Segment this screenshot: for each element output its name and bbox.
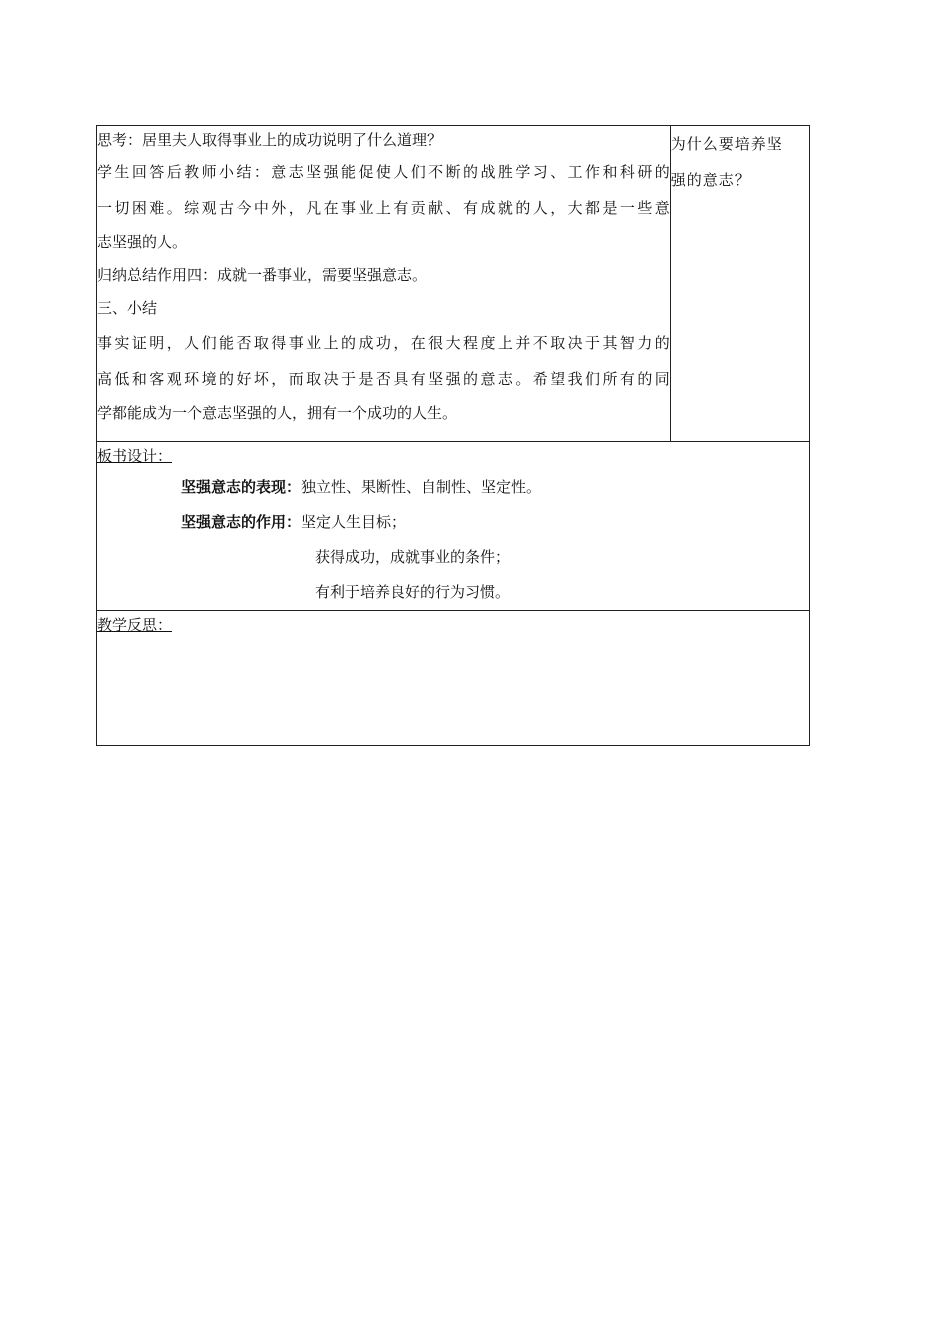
board-text-function-3: 有利于培养良好的行为习惯。 [315, 583, 511, 601]
board-text-function-1: 坚定人生目标； [301, 513, 407, 531]
summary-line-1: 学生回答后教师小结：意志坚强能促使人们不断的战胜学习、工作和科研的 [97, 163, 670, 181]
reflection-cell [97, 611, 810, 746]
fact-line-1: 事实证明，人们能否取得事业上的成功，在很大程度上并不取决于其智力的 [97, 334, 670, 352]
board-row-function [97, 505, 809, 540]
board-design-row [97, 442, 810, 611]
side-note-line-1: 为什么要培养坚 [670, 135, 783, 153]
fact-line-3: 学都能成为一个意志坚强的人，拥有一个成功的人生。 [97, 404, 458, 422]
summary-line-2: 一切困难。综观古今中外，凡在事业上有贡献、有成就的人，大都是一些意 [97, 199, 670, 217]
side-note-line-2: 强的意志？ [670, 171, 751, 189]
board-design-title: 板书设计： [97, 447, 173, 465]
fact-line-2: 高低和客观环境的好坏，而取决于是否具有坚强的意志。希望我们所有的同 [97, 370, 670, 388]
side-note-cell [670, 126, 809, 442]
lesson-table [96, 125, 810, 746]
reflection-row [97, 611, 810, 746]
board-label-performance: 坚强意志的表现： [181, 478, 302, 496]
board-text-performance: 独立性、果断性、自制性、坚定性。 [301, 478, 542, 496]
board-text-function-2: 获得成功，成就事业的条件； [315, 548, 511, 566]
think-question: 思考：居里夫人取得事业上的成功说明了什么道理？ [97, 131, 443, 149]
board-label-function: 坚强意志的作用： [181, 513, 302, 531]
section-summary-heading: 三、小结 [97, 299, 158, 317]
content-row [97, 126, 810, 442]
board-row-performance [97, 470, 809, 505]
board-design-cell [97, 442, 810, 611]
summary-line-3: 志坚强的人。 [97, 233, 188, 251]
conclusion-four: 归纳总结作用四：成就一番事业，需要坚强意志。 [97, 266, 428, 284]
main-content-cell [97, 126, 671, 442]
reflection-title: 教学反思： [97, 616, 173, 634]
